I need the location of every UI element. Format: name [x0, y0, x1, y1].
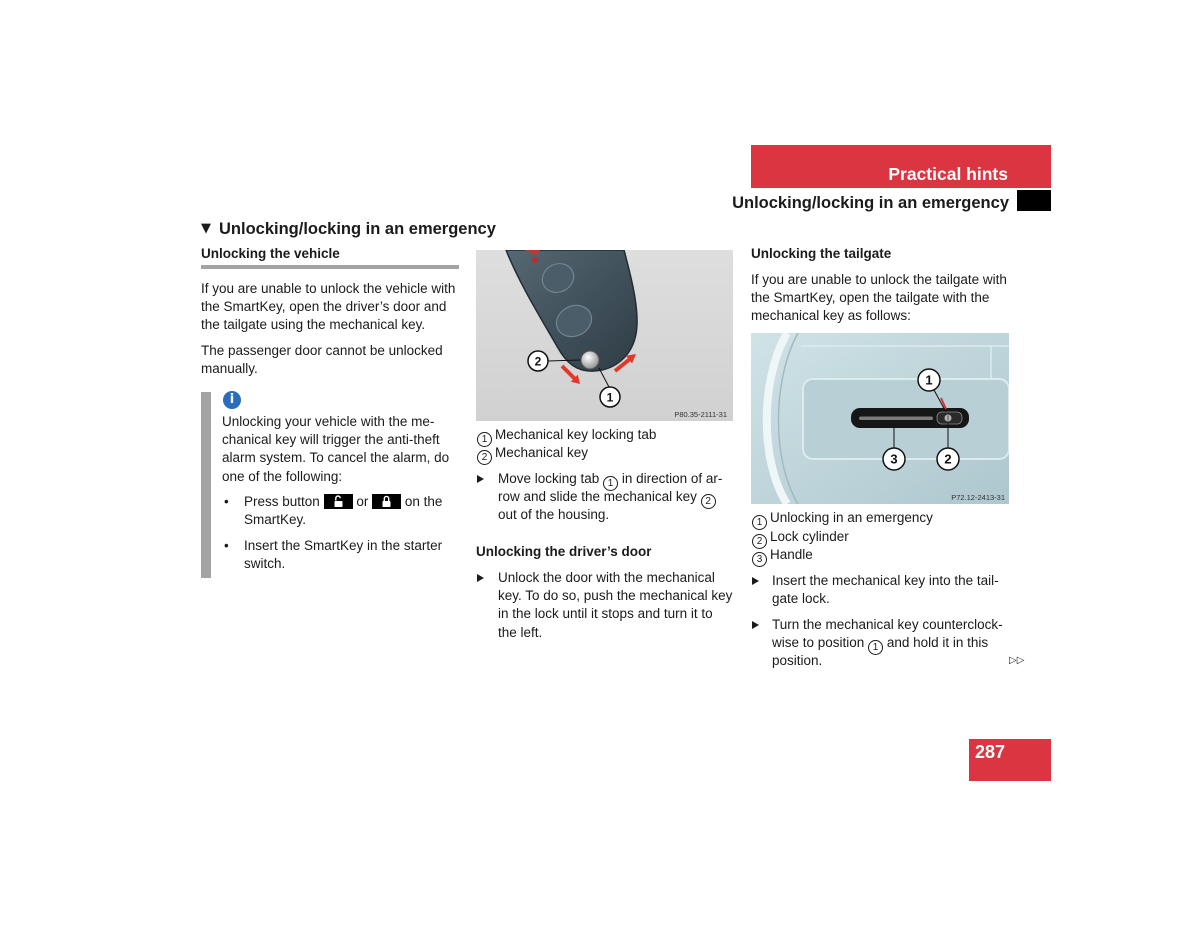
heading-triangle-marker: ▼	[201, 221, 211, 236]
unlocking-vehicle-heading: Unlocking the vehicle	[201, 246, 340, 261]
step-text: row and slide the mechanical key	[498, 489, 697, 505]
text-line: out of the housing.	[498, 507, 610, 523]
unlocking-drivers-door-heading: Unlocking the driver’s door	[476, 544, 652, 559]
subsection-title: Unlocking/locking in an emergency	[732, 194, 1009, 212]
step-text: Move locking tab	[498, 471, 600, 486]
bullet-item-press-button	[244, 493, 442, 529]
bullet-point: •	[224, 538, 229, 553]
step-turn-key	[772, 616, 1003, 671]
text-line: Turn the mechanical key counterclock-	[772, 617, 1003, 632]
vehicle-paragraph-2	[201, 342, 443, 378]
legend-item	[477, 444, 656, 462]
callout-number: 1	[477, 432, 492, 447]
unlocking-tailgate-heading: Unlocking the tailgate	[751, 246, 892, 261]
callout-1-label: 1	[925, 372, 933, 388]
legend-text: Mechanical key	[495, 445, 589, 461]
callout-number: 2	[752, 534, 767, 549]
heading-underline-rule	[201, 265, 459, 269]
legend-item	[477, 426, 656, 444]
legend-item	[752, 528, 933, 547]
text-line	[498, 470, 722, 488]
smartkey-figure	[476, 250, 733, 421]
step-arrow-icon	[477, 574, 484, 582]
legend-text: Handle	[770, 547, 813, 562]
text-line: The passenger door cannot be unlocked	[201, 343, 443, 358]
smartkey-figure-legend	[477, 426, 656, 462]
text-line: If you are unable to unlock the tailgate with	[751, 272, 1007, 287]
text-line: the tailgate using the mechanical key.	[201, 317, 426, 333]
legend-text: Mechanical key locking tab	[495, 427, 657, 442]
callout-1-label: 1	[606, 390, 614, 405]
legend-item	[752, 509, 933, 528]
bullet-text: Press button	[244, 494, 320, 509]
legend-text: Lock cylinder	[770, 528, 849, 544]
section-title: Practical hints	[888, 164, 1008, 184]
step-remove-key	[498, 470, 722, 525]
text-line: SmartKey.	[244, 512, 307, 528]
text-line: one of the following:	[222, 468, 343, 484]
legend-item	[752, 546, 933, 565]
step-arrow-icon	[752, 577, 759, 585]
text-line: Insert the mechanical key into the tail-	[772, 573, 999, 588]
text-line: the SmartKey, open the tailgate with the	[751, 290, 990, 306]
handle-grip-slot	[859, 417, 933, 421]
callout-number: 1	[868, 640, 883, 655]
unlock-button-icon	[324, 494, 353, 509]
info-icon: i	[223, 391, 241, 409]
bullet-text: or	[356, 494, 369, 509]
tailgate-handle-figure	[751, 333, 1009, 504]
lock-button-icon	[372, 494, 401, 509]
text-line	[244, 493, 442, 511]
bullet-item-starter-switch	[244, 537, 442, 573]
smartkey-indicator-light	[532, 257, 538, 263]
text-line: the SmartKey, open the driver’s door and	[201, 299, 447, 315]
callout-3-label: 3	[890, 451, 898, 467]
legend-text: Unlocking in an emergency	[770, 510, 933, 525]
tailgate-figure-legend	[752, 509, 933, 565]
step-text: in direction of ar-	[621, 471, 723, 486]
callout-number: 2	[477, 450, 492, 465]
page-number: 287	[975, 742, 1006, 762]
text-line: Unlocking your vehicle with the me-	[222, 414, 435, 429]
text-line: Insert the SmartKey in the starter	[244, 538, 443, 553]
info-box-bar	[201, 392, 211, 578]
info-note-text	[222, 413, 449, 486]
text-line: position.	[772, 653, 823, 669]
continued-marker: ▷▷	[1009, 655, 1025, 666]
text-line: in the lock until it stops and turn it to	[498, 606, 713, 622]
text-line: gate lock.	[772, 591, 830, 607]
text-line: manually.	[201, 361, 258, 377]
bullet-text: on the	[404, 494, 443, 509]
step-arrow-icon	[752, 621, 759, 629]
callout-2-label: 2	[944, 451, 952, 467]
text-line: key. To do so, push the mechanical key	[498, 588, 733, 604]
bullet-point: •	[224, 494, 229, 509]
callout-number: 1	[603, 476, 618, 491]
figure-code: P72.12-2413-31	[951, 493, 1005, 502]
header-black-marker	[1017, 190, 1051, 211]
text-line: Unlock the door with the mechanical	[498, 570, 715, 585]
step-arrow-icon	[477, 475, 484, 483]
text-line: the left.	[498, 624, 543, 640]
page-heading: Unlocking/locking in an emergency	[219, 220, 496, 238]
text-line	[772, 634, 1003, 652]
tailgate-paragraph	[751, 271, 1007, 326]
step-text: and hold it in this	[886, 635, 989, 651]
text-line: mechanical key as follows:	[751, 308, 911, 324]
text-line: If you are unable to unlock the vehicle with	[201, 281, 456, 296]
step-unlock-door	[498, 569, 732, 642]
figure-code: P80.35-2111-31	[674, 410, 727, 419]
step-insert-key	[772, 572, 999, 608]
text-line: chanical key will trigger the anti-theft	[222, 432, 440, 448]
text-line: switch.	[244, 556, 286, 572]
vehicle-paragraph-1	[201, 280, 455, 335]
callout-number: 1	[752, 515, 767, 530]
text-line: alarm system. To cancel the alarm, do	[222, 450, 450, 466]
step-text: wise to position	[772, 635, 865, 651]
callout-2-label: 2	[534, 354, 542, 369]
text-line	[498, 488, 722, 506]
locking-tab	[581, 351, 599, 369]
callout-number: 2	[701, 494, 716, 509]
callout-number: 3	[752, 552, 767, 567]
